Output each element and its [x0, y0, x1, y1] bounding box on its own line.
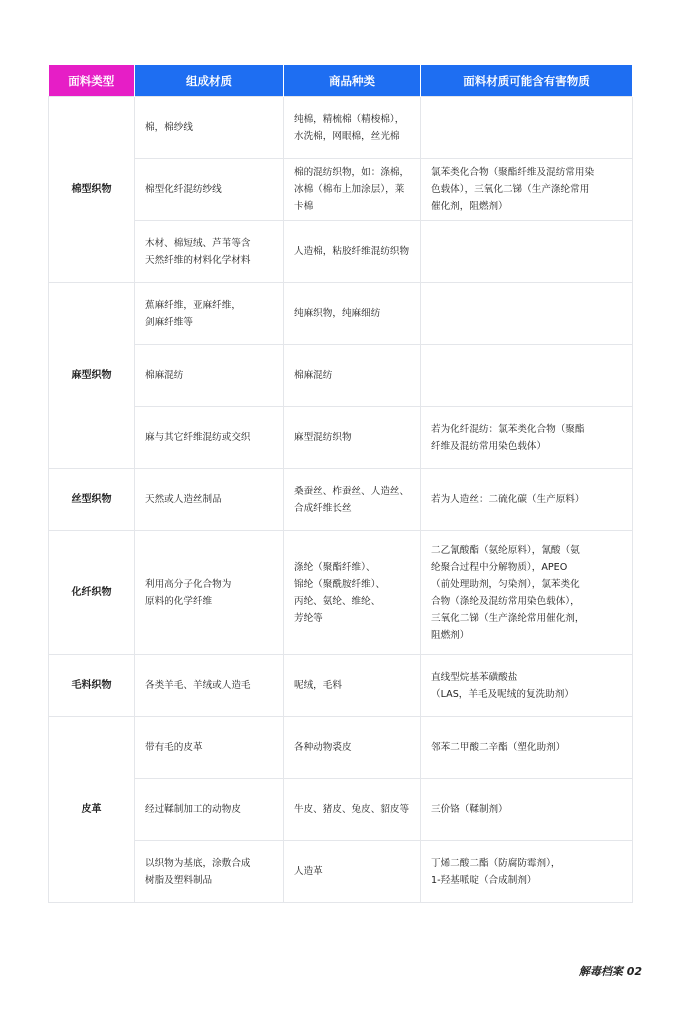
product-cell: 棉的混纺织物，如：涤棉， 冰棉（棉布上加涂层），莱 卡棉 [284, 159, 421, 221]
product-cell: 牛皮、猪皮、兔皮、貂皮等 [284, 779, 421, 841]
table-row [49, 283, 633, 345]
material-cell: 经过鞣制加工的动物皮 [135, 779, 284, 841]
category-cell [49, 655, 135, 717]
header-material: 组成材质 [135, 65, 284, 97]
table-row [49, 221, 633, 283]
product-cell: 涤纶（聚酯纤维）、 锦纶（聚酰胺纤维）、 丙纶、氨纶、维纶、 芳纶等 [284, 531, 421, 655]
harmful-cell: 邻苯二甲酸二辛酯（塑化助剂） [421, 717, 633, 779]
product-cell: 各种动物裘皮 [284, 717, 421, 779]
harmful-cell [421, 97, 633, 159]
table-row [49, 531, 633, 655]
table-row [49, 345, 633, 407]
table-row [49, 779, 633, 841]
table-row [49, 841, 633, 903]
product-cell: 纯麻织物，纯麻细纺 [284, 283, 421, 345]
table-row [49, 407, 633, 469]
category-label: 毛料织物 [71, 680, 112, 691]
harmful-cell: 氯苯类化合物（聚酯纤维及混纺常用染 色载体），三氧化二锑（生产涤纶常用 催化剂，阻燃剂） [421, 159, 633, 221]
table-row [49, 159, 633, 221]
table-row [49, 469, 633, 531]
material-cell: 各类羊毛、羊绒或人造毛 [135, 655, 284, 717]
material-cell: 棉型化纤混纺纱线 [135, 159, 284, 221]
harmful-cell: 二乙氰酸酯（氨纶原料），氰酸（氨 纶聚合过程中分解物质），APEO （前处理助剂，匀染剂），氯苯类化 合物（涤纶及混纺常用染色载体）， 三氧化二锑（生产涤纶常用催化剂， 阻燃剂） [421, 531, 633, 655]
category-cell [49, 469, 135, 531]
material-cell: 以织物为基底，涂敷合成 树脂及塑料制品 [135, 841, 284, 903]
category-label: 皮革 [81, 804, 102, 815]
product-cell: 桑蚕丝、柞蚕丝、人造丝、 合成纤维长丝 [284, 469, 421, 531]
product-cell: 麻型混纺织物 [284, 407, 421, 469]
header-harmful-substances: 面料材质可能含有害物质 [421, 65, 633, 97]
table-header-row [49, 65, 633, 97]
harmful-cell [421, 283, 633, 345]
product-cell: 纯棉，精梳棉（精梭棉）， 水洗棉，网眼棉，丝光棉 [284, 97, 421, 159]
harmful-cell: 若为化纤混纺：氯苯类化合物（聚酯 纤维及混纺常用染色载体） [421, 407, 633, 469]
category-label: 麻型织物 [71, 370, 112, 381]
harmful-cell: 三价铬（鞣制剂） [421, 779, 633, 841]
material-cell: 带有毛的皮革 [135, 717, 284, 779]
material-cell: 蕉麻纤维，亚麻纤维， 剑麻纤维等 [135, 283, 284, 345]
category-label: 棉型织物 [71, 184, 112, 195]
material-cell: 棉麻混纺 [135, 345, 284, 407]
category-cell [49, 531, 135, 655]
material-cell: 木材、棉短绒、芦苇等含 天然纤维的材料化学材料 [135, 221, 284, 283]
header-fabric-type: 面料类型 [49, 65, 135, 97]
material-cell: 棉，棉纱线 [135, 97, 284, 159]
header-product-type: 商品种类 [284, 65, 421, 97]
material-cell: 天然或人造丝制品 [135, 469, 284, 531]
harmful-cell [421, 345, 633, 407]
category-cell [49, 97, 135, 283]
material-cell: 利用高分子化合物为 原料的化学纤维 [135, 531, 284, 655]
table-row [49, 717, 633, 779]
table-row [49, 655, 633, 717]
category-label: 丝型织物 [71, 494, 112, 505]
product-cell: 人造革 [284, 841, 421, 903]
page-footer: 解毒档案 02 [578, 965, 642, 978]
category-cell [49, 717, 135, 903]
harmful-cell: 直线型烷基苯磺酸盐 （LAS，羊毛及呢绒的复洗助剂） [421, 655, 633, 717]
product-cell: 呢绒，毛料 [284, 655, 421, 717]
category-label: 化纤织物 [71, 587, 112, 598]
harmful-cell [421, 221, 633, 283]
harmful-cell: 丁烯二酸二酯（防腐防霉剂）， 1-羟基哌啶（合成制剂） [421, 841, 633, 903]
product-cell: 棉麻混纺 [284, 345, 421, 407]
harmful-cell: 若为人造丝：二硫化碳（生产原料） [421, 469, 633, 531]
table-row [49, 97, 633, 159]
product-cell: 人造棉，粘胶纤维混纺织物 [284, 221, 421, 283]
material-cell: 麻与其它纤维混纺或交织 [135, 407, 284, 469]
fabric-table [48, 65, 633, 903]
category-cell [49, 283, 135, 469]
